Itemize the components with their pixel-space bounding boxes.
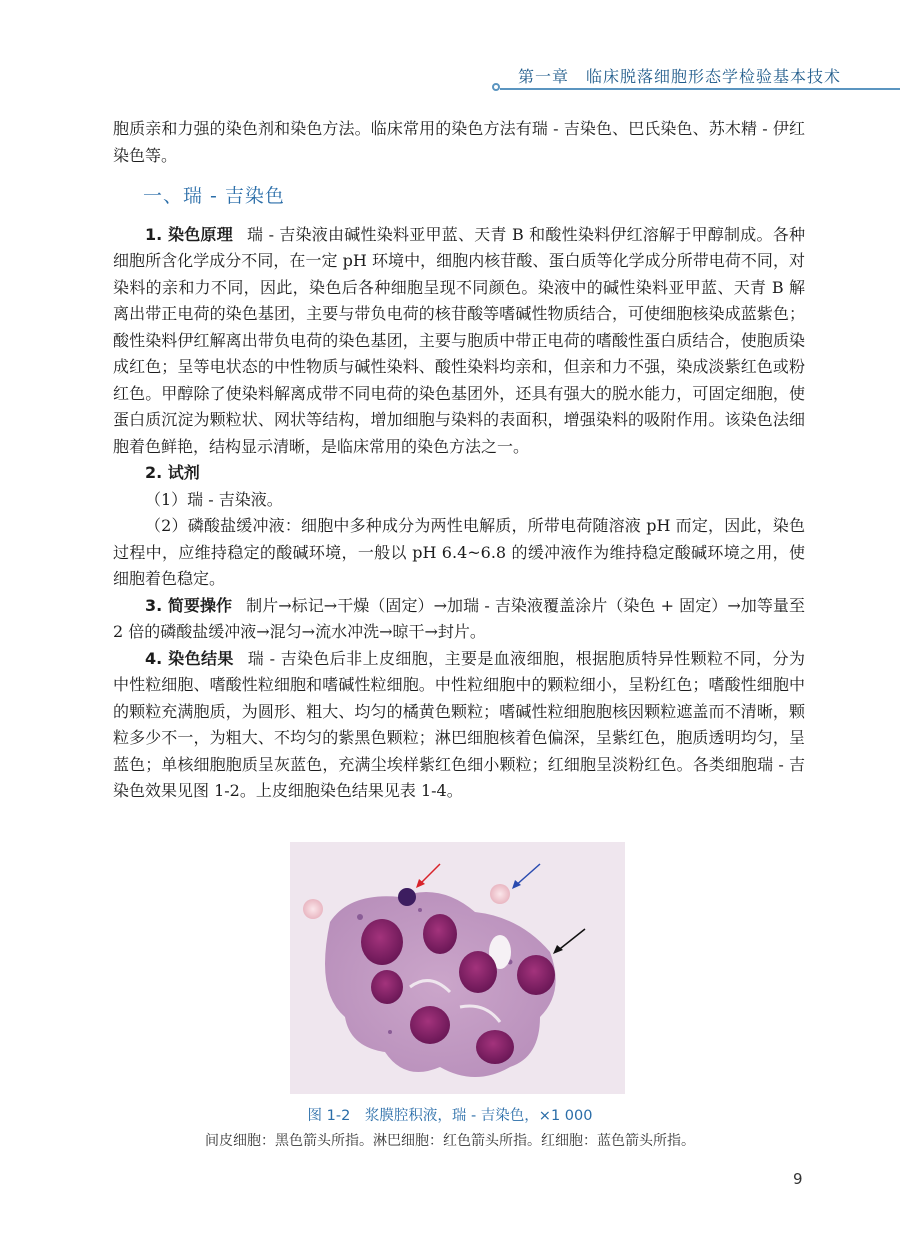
red-blood-cell	[303, 899, 323, 919]
figure-caption: 图 1-2 浆膜腔积液，瑞 - 吉染色，×1 000	[307, 1108, 593, 1124]
lymphocyte	[398, 888, 416, 906]
figure-note: 间皮细胞：黑色箭头所指。淋巴细胞：红色箭头所指。红细胞：蓝色箭头所指。	[205, 1133, 695, 1149]
paragraph-reagents	[113, 460, 805, 487]
red-blood-cell	[490, 884, 510, 904]
running-header	[490, 60, 900, 100]
reagent-item-2: （2）磷酸盐缓冲液：细胞中多种成分为两性电解质，所带电荷随溶液 pH 而定，因此，染色过程中，应维持稳定的酸碱环境，一般以 pH 6.4~6.8 的缓冲液作为维持稳定酸碱环境之用，使细胞着色稳定。	[113, 516, 805, 588]
procedure-text: 制片→标记→干燥（固定）→加瑞 - 吉染液覆盖涂片（染色 + 固定）→加等量至 2 倍的磷酸盐缓冲液→混匀→流水冲洗→晾干→封片。	[113, 595, 805, 641]
chapter-title: 第一章 临床脱落细胞形态学检验基本技术	[518, 67, 842, 86]
micrograph-figure	[290, 842, 625, 1094]
term-results: 4. 染色结果	[145, 648, 234, 668]
micrograph-image	[290, 842, 625, 1094]
reagent-item-1: （1）瑞 - 吉染液。	[145, 489, 283, 509]
term-staining-principle: 1. 染色原理	[145, 224, 233, 244]
intro-paragraph: 胞质亲和力强的染色剂和染色方法。临床常用的染色方法有瑞 - 吉染色、巴氏染色、苏木精 - 伊红染色等。	[113, 119, 805, 165]
header-rule	[500, 88, 900, 90]
header-circle-ornament	[492, 83, 500, 91]
term-reagents: 2. 试剂	[145, 463, 200, 482]
paragraph-staining-principle	[113, 222, 805, 461]
section-heading: 一、瑞 - 吉染色	[143, 185, 285, 207]
paragraph-results	[113, 646, 805, 805]
term-procedure: 3. 简要操作	[145, 595, 233, 615]
page-number: 9	[793, 1170, 803, 1188]
main-text	[113, 116, 805, 805]
paragraph-procedure	[113, 593, 805, 646]
results-text: 瑞 - 吉染色后非上皮细胞，主要是血液细胞，根据胞质特异性颗粒不同，分为中性粒细胞、嗜酸性粒细胞和嗜碱性粒细胞。中性粒细胞中的颗粒细小，呈粉红色；嗜酸性细胞中的颗粒充满胞质，为圆形、粗大、均匀的橘黄色颗粒；嗜碱性粒细胞胞核因颗粒遮盖而不清晰，颗粒多少不一，为粗大、不均匀的紫黑色颗粒；淋巴细胞核着色偏深，呈紫红色，胞质透明均匀，呈蓝色；单核细胞胞质呈灰蓝色，充满尘埃样紫红色细小颗粒；红细胞呈淡粉红色。各类细胞瑞 - 吉染色效果见图 1-2。上皮细胞染色结果见表 1-4。	[113, 648, 805, 800]
staining-principle-text: 瑞 - 吉染液由碱性染料亚甲蓝、天青 B 和酸性染料伊红溶解于甲醇制成。各种细胞所含化学成分不同，在一定 pH 环境中，细胞内核苷酸、蛋白质等化学成分所带电荷不同，对染料的亲和力不同，因此，染色后各种细胞呈现不同颜色。染液中的碱性染料亚甲蓝、天青 B 解离出带正电荷的染色基团，主要与带负电荷的核苷酸等嗜碱性物质结合，可使细胞核染成蓝紫色；酸性染料伊红解离出带负电荷的染色基团，主要与胞质中带正电荷的嗜酸性蛋白质结合，使胞质染成红色；呈等电状态的中性物质与碱性染料、酸性染料均亲和，但亲和力不强，染成淡紫红色或粉红色。甲醇除了使染料解离成带不同电荷的染色基团外，还具有强大的脱水能力，可固定细胞，使蛋白质沉淀为颗粒状、网状等结构，增加细胞与染料的表面积，增强染料的吸附作用。该染色法细胞着色鲜艳，结构显示清晰，是临床常用的染色方法之一。	[113, 224, 805, 456]
